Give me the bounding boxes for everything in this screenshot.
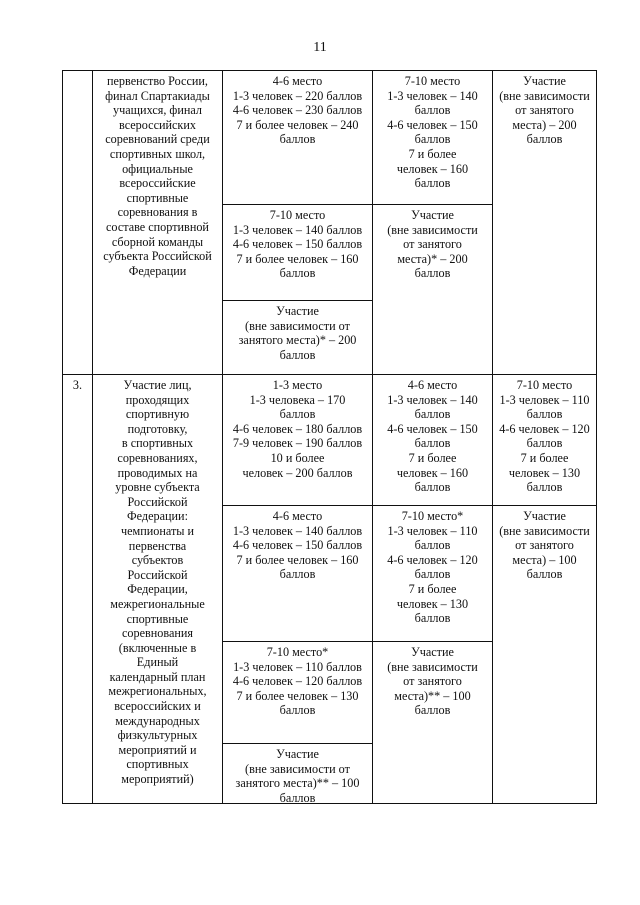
cell-divider xyxy=(222,743,373,744)
row1-col1-place-4-6: 4-6 место 1-3 человек – 220 баллов 4-6 человек – 230 баллов 7 и более человек – 240 баллов xyxy=(232,74,363,147)
row2-description: Участие лиц, проходящих спортивную подготовку, в спортивных соревнованиях, проводимых на уровне субъекта Российской Федерации: чемпионаты и первенства субъектов Российской Федерации, межрегиональные спортивные соревнования (включенные в Единый календарный план межрегиональных, всероссийских и международных физкультурных мероприятий и спортивных мероприятий) xyxy=(108,378,207,787)
row2-number: 3. xyxy=(72,378,83,392)
row2-col1-participation: Участие (вне зависимости от занятого места)** – 100 баллов xyxy=(235,747,360,805)
row2-col1-place-7-10: 7-10 место* 1-3 человек – 110 баллов 4-6 человек – 120 баллов 7 и более человек – 130 баллов xyxy=(232,645,363,718)
row2-col2-participation: Участие (вне зависимости от занятого места)** – 100 баллов xyxy=(387,645,478,718)
table-border-right xyxy=(596,70,597,804)
table-border-top xyxy=(62,70,597,71)
row1-col2-participation: Участие (вне зависимости от занятого места)* – 200 баллов xyxy=(387,208,478,281)
row-divider xyxy=(62,374,597,375)
row1-col2-place-7-10: 7-10 место 1-3 человек – 140 баллов 4-6 человек – 150 баллов 7 и более человек – 160 баллов xyxy=(387,74,478,191)
row2-col3-participation: Участие (вне зависимости от занятого места) – 100 баллов xyxy=(499,509,590,582)
row2-col1-place-1-3: 1-3 место 1-3 человека – 170 баллов 4-6 человек – 180 баллов 7-9 человек – 190 баллов 10 и более человек – 200 баллов xyxy=(232,378,363,480)
row2-col3-place-7-10: 7-10 место 1-3 человек – 110 баллов 4-6 человек – 120 баллов 7 и более человек – 130 баллов xyxy=(499,378,590,495)
table-border-left xyxy=(62,70,63,804)
row2-col2-place-4-6: 4-6 место 1-3 человек – 140 баллов 4-6 человек – 150 баллов 7 и более человек – 160 баллов xyxy=(387,378,478,495)
cell-divider xyxy=(222,300,373,301)
cell-divider xyxy=(222,204,493,205)
cell-divider xyxy=(222,505,596,506)
row1-col1-place-7-10: 7-10 место 1-3 человек – 140 баллов 4-6 человек – 150 баллов 7 и более человек – 160 баллов xyxy=(232,208,363,281)
page-number: 11 xyxy=(313,40,327,55)
row2-col1-place-4-6: 4-6 место 1-3 человек – 140 баллов 4-6 человек – 150 баллов 7 и более человек – 160 баллов xyxy=(232,509,363,582)
cell-divider xyxy=(222,641,493,642)
row1-col1-participation: Участие (вне зависимости от занятого места)* – 200 баллов xyxy=(238,304,357,362)
row2-col2-place-7-10: 7-10 место* 1-3 человек – 110 баллов 4-6 человек – 120 баллов 7 и более человек – 130 баллов xyxy=(387,509,478,626)
row1-col3-participation: Участие (вне зависимости от занятого места) – 200 баллов xyxy=(499,74,590,147)
row1-description: первенство России, финал Спартакиады учащихся, финал всероссийских соревнований среди спортивных школ, официальные всероссийские спортивные соревнования в составе спортивной сборной команды субъекта Российской Федерации xyxy=(103,74,212,278)
